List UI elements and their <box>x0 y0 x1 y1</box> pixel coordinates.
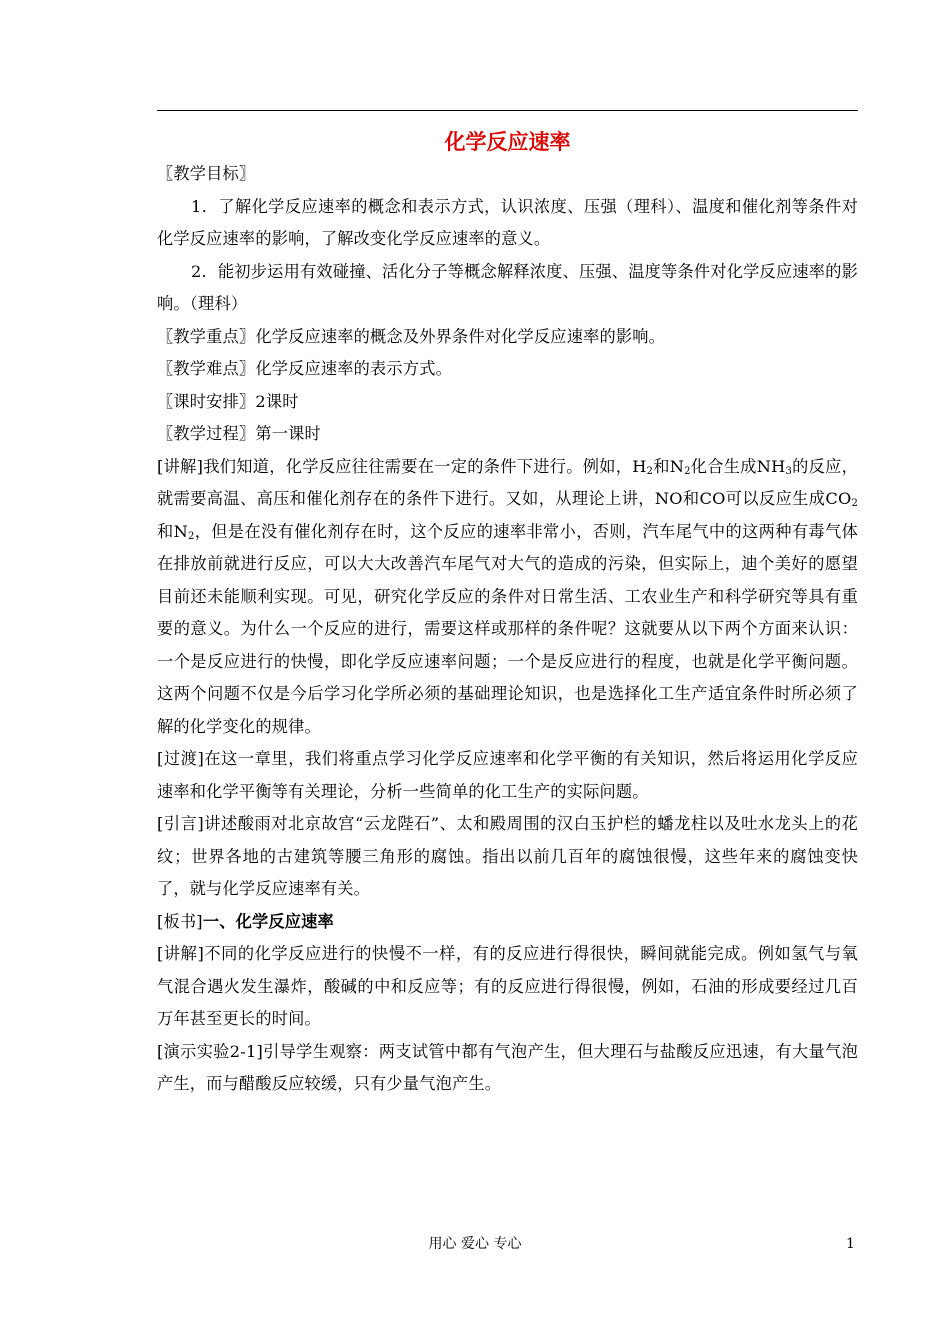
header-rule <box>157 110 858 111</box>
key-point-label: 〖教学重点〗 <box>157 326 256 346</box>
difficulty-label: 〖教学难点〗 <box>157 359 256 378</box>
document-body <box>157 158 858 1101</box>
footer-text: 用心 爱心 专心 <box>428 1236 522 1252</box>
demo-tag: [演示实验2-1] <box>157 1041 263 1061</box>
transition-paragraph: [过渡]在这一章里，我们将重点学习化学反应速率和化学平衡的有关知识，然后将运用化学反应速率和化学平衡等有关理论，分析一些简单的化工生产的实际问题。 <box>157 749 859 801</box>
page-number: 1 <box>846 1236 855 1252</box>
demo-paragraph: [演示实验2-1]引导学生观察：两支试管中都有气泡产生，但大理石与盐酸反应迅速，有大量气泡产生，而与醋酸反应较缓，只有少量气泡产生。 <box>157 1041 859 1093</box>
process-text: 第一课时 <box>255 424 321 443</box>
objective-1: 1．了解化学反应速率的概念和表示方式，认识浓度、压强（理科）、温度和催化剂等条件对化学反应速率的影响，了解改变化学反应速率的意义。 <box>157 196 858 248</box>
lecture-tag: [讲解] <box>157 944 204 963</box>
transition-tag: [过渡] <box>157 749 204 768</box>
objective-2: 2．能初步运用有效碰撞、活化分子等概念解释浓度、压强、温度等条件对化学反应速率的影响。（理科） <box>157 261 858 313</box>
schedule <box>157 386 858 419</box>
process <box>157 418 858 451</box>
lecture-tag: [讲解] <box>157 456 204 476</box>
board-paragraph <box>157 906 858 939</box>
objectives-heading: 〖教学目标〗 <box>157 164 256 183</box>
schedule-text: 2课时 <box>255 391 299 411</box>
lecture-paragraph-2: [讲解]不同的化学反应进行的快慢不一样，有的反应进行得很快，瞬间就能完成。例如氢气与氧气混合遇火发生瀑炸，酸碱的中和反应等；有的反应进行得很慢，例如，石油的形成要经过几百万年甚至更长的时间。 <box>157 944 859 1028</box>
process-label: 〖教学过程〗 <box>157 424 256 443</box>
difficulty <box>157 353 858 386</box>
document-title: 化学反应速率 <box>444 130 571 154</box>
key-point <box>157 321 858 354</box>
board-tag: [板书] <box>157 911 203 931</box>
section-heading: 一、化学反应速率 <box>202 911 334 931</box>
key-point-text: 化学反应速率的概念及外界条件对化学反应速率的影响。 <box>255 326 666 346</box>
difficulty-text: 化学反应速率的表示方式。 <box>255 359 452 378</box>
page-footer <box>0 1232 950 1256</box>
schedule-label: 〖课时安排〗 <box>157 391 256 411</box>
intro-paragraph: [引言]讲述酸雨对北京故宫“云龙陛石”、太和殿周围的汉白玉护栏的蟠龙柱以及吐水龙头上的花纹；世界各地的古建筑等腰三角形的腐蚀。指出以前几百年的腐蚀很慢，这些年来的腐蚀变快了，就与化学反应速率有关。 <box>157 814 858 898</box>
lecture-paragraph-1: [讲解]我们知道，化学反应往往需要在一定的条件下进行。例如，$H_2$和$N_2$化合生成$NH_3$的反应，就需要高温、高压和催化剂存在的条件下进行。又如，从理论上讲，NO和CO可以反应生成$CO_2$和$N_2$，但是在没有催化剂存在时，这个反应的速率非常小，否则，汽车尾气中的这两种有毒气体在排放前就进行反应，可以大大改善汽车尾气对大气的造成的污染，但实际上，迪个美好的愿望目前还未能顺利实现。可见，研究化学反应的条件对日常生活、工农业生产和科学研究等具有重要的意义。为什么一个反应的进行，需要这样或那样的条件呢？这就要从以下两个方面来认识：一个是反应进行的快慢，即化学反应速率问题；一个是反应进行的程度，也就是化学平衡问题。这两个问题不仅是今后学习化学所必须的基础理论知识，也是选择化工生产适宜条件时所必须了解的化学变化的规律。 <box>157 456 858 736</box>
intro-tag: [引言] <box>157 814 204 833</box>
